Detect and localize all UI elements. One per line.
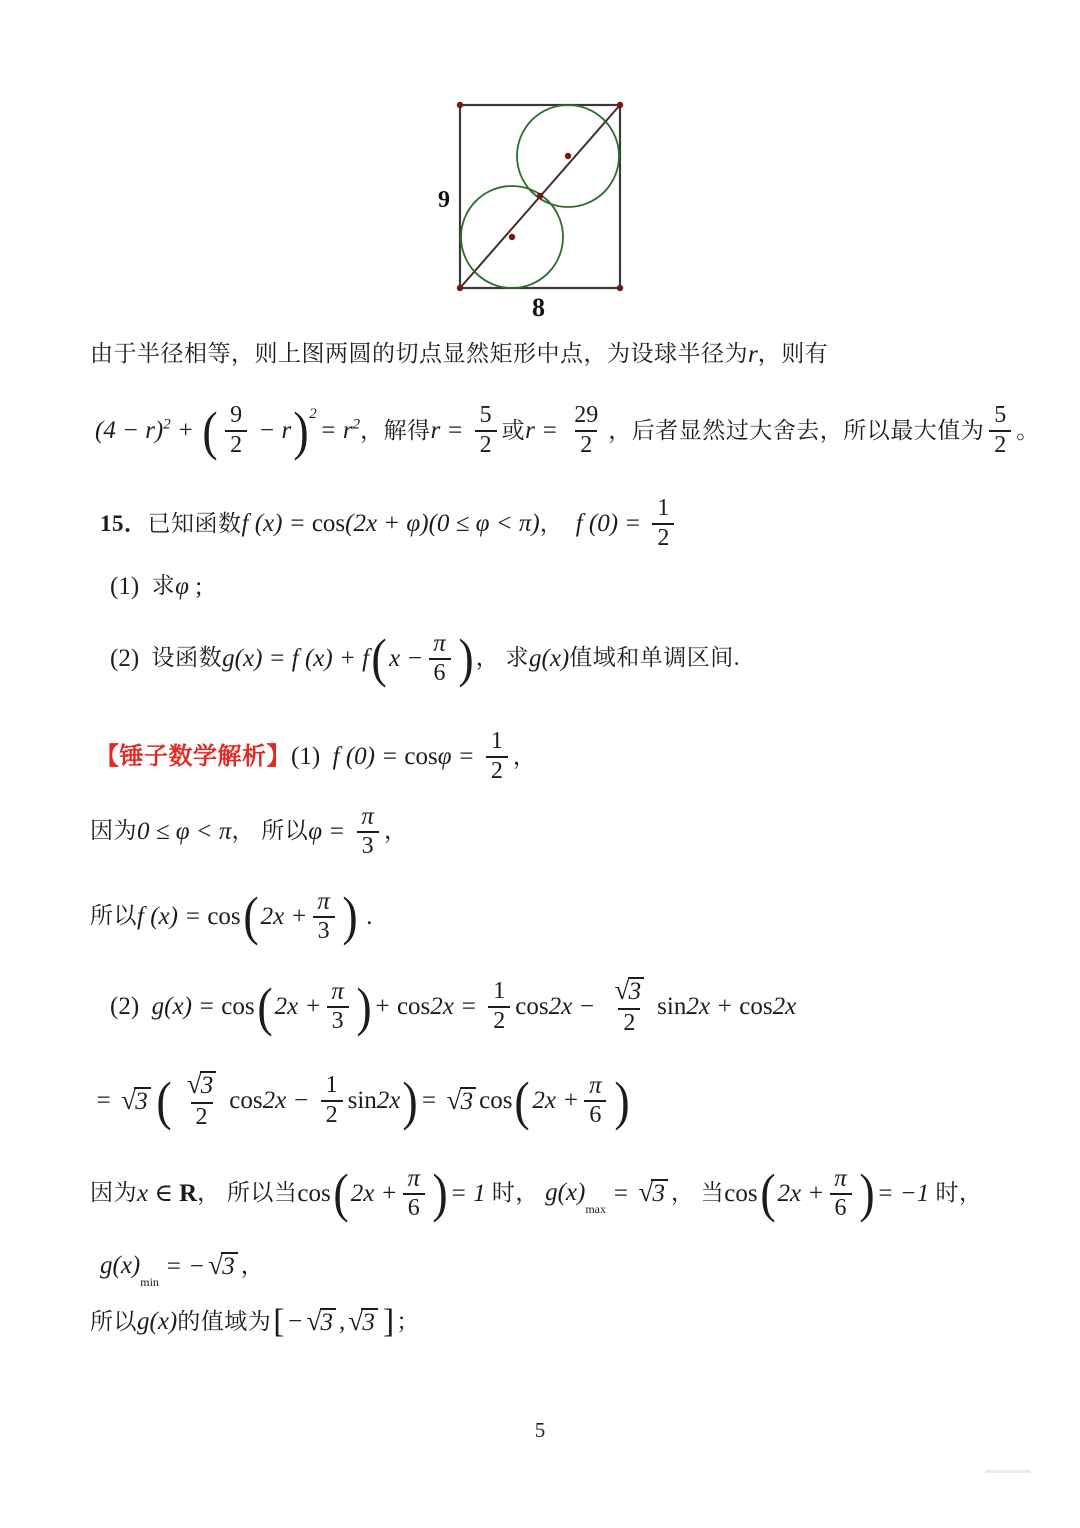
- cos-function: cos: [479, 1087, 513, 1115]
- punct: ，: [670, 1180, 701, 1206]
- punct: ，: [512, 743, 537, 769]
- text-run: 后者显然过大舍去，所以最大值为: [631, 417, 985, 443]
- bracket-right: ]: [382, 1303, 395, 1340]
- text-run: 所以当: [226, 1180, 298, 1206]
- math-run: =: [420, 1087, 444, 1115]
- math-run: x ∈: [137, 1179, 180, 1207]
- solution-brand-label: 【锤子数学解析】: [95, 743, 291, 770]
- math-run: 2x +: [274, 993, 322, 1021]
- math-run: − r: [252, 417, 292, 445]
- punct: ，: [240, 1253, 265, 1279]
- text-run: ，: [539, 510, 576, 536]
- bottom-length-label: 8: [532, 293, 545, 320]
- sqrt-radical: √ 3: [121, 1087, 151, 1115]
- text-run: 所以: [261, 818, 309, 844]
- big-paren-left: (: [514, 1070, 531, 1131]
- text-run: ，则有: [757, 341, 829, 367]
- math-run: 2x +: [532, 1087, 580, 1115]
- math-run: f (x) =: [241, 510, 312, 538]
- big-paren-left: (: [759, 1163, 776, 1224]
- text-run: 值域和单调区间.: [569, 645, 740, 671]
- math-run: = −: [158, 1252, 206, 1280]
- fraction: √ $\frac{3}{2}$: [179, 1071, 225, 1131]
- fraction: $\frac{\pi}{3}$: [326, 978, 349, 1035]
- paragraph-radius: [90, 339, 828, 370]
- math-run: 2x =: [430, 993, 484, 1021]
- cos-function: cos: [311, 510, 346, 538]
- fraction: $\frac{\pi}{6}$: [829, 1165, 852, 1222]
- cos-function: cos: [739, 993, 773, 1021]
- big-paren-right: ): [356, 976, 372, 1037]
- bracket-left: [: [273, 1303, 285, 1340]
- text-run: ，: [608, 417, 632, 443]
- fraction: $\frac{\pi}{6}$: [584, 1072, 607, 1129]
- fraction: $\frac{5}{2}$: [475, 403, 497, 459]
- big-paren-right: ): [859, 1163, 875, 1224]
- solution-line-fx: [90, 888, 372, 945]
- solution-line-gx-simplify: [95, 1071, 632, 1131]
- sqrt-radical: √ 3: [187, 1071, 217, 1099]
- fraction: $\frac{1}{2}$: [488, 979, 510, 1035]
- fraction: $\frac{\pi}{6}$: [428, 630, 451, 687]
- math-run: 0 ≤ φ < π: [137, 817, 232, 845]
- text-run: 因为: [90, 818, 137, 844]
- math-run: g(x): [529, 644, 570, 672]
- fraction: $\frac{1}{2}$: [486, 729, 508, 785]
- geometry-figure: [430, 88, 650, 320]
- side-length-label: 9: [438, 187, 450, 213]
- text-run: 求: [151, 573, 176, 599]
- item-marker: (1): [291, 743, 333, 771]
- math-run: +: [373, 993, 397, 1021]
- punct: ，: [197, 1180, 227, 1206]
- math-var: φ: [175, 573, 189, 600]
- big-paren-left: (: [333, 1163, 349, 1224]
- text-run: 或: [501, 417, 526, 443]
- solution-line-range: [90, 1305, 420, 1339]
- big-paren-right: ): [293, 400, 309, 461]
- cos-function: cos: [404, 743, 438, 771]
- sqrt-radical: √ 3: [615, 977, 645, 1005]
- math-run: f (x) =: [137, 902, 208, 930]
- math-run: g(x) = f (x) + f: [222, 644, 370, 672]
- math-run: $g(x)_{min}$: [100, 1252, 159, 1289]
- big-paren-right: ): [432, 1163, 448, 1224]
- math-run: $g(x)_{max}$: [545, 1178, 607, 1216]
- math-run: =: [457, 743, 481, 771]
- solution-line-extrema: [90, 1165, 983, 1222]
- math-run: x −: [389, 644, 424, 672]
- sqrt-radical: √ 3: [208, 1252, 238, 1280]
- big-paren-right: ): [458, 628, 474, 689]
- big-paren-left: (: [202, 400, 218, 461]
- math-run: = $r^2$: [319, 416, 361, 445]
- punct: ;: [189, 573, 203, 600]
- big-paren-left: (: [156, 1070, 172, 1131]
- exponent: 2: [309, 406, 317, 422]
- punct: ，: [231, 818, 262, 844]
- fraction: $\frac{9}{2}$: [225, 403, 247, 459]
- punct: ,: [339, 1308, 346, 1336]
- math-var: r: [748, 341, 758, 368]
- math-run: $(4 - r)^2$: [95, 416, 171, 445]
- problem-number: 15．: [100, 510, 148, 536]
- math-run: 2x +: [260, 902, 308, 930]
- math-run: 2x +: [777, 1179, 825, 1207]
- text-run: 因为: [90, 1180, 137, 1206]
- solution-line-phi: [90, 803, 407, 860]
- math-run: =: [606, 1179, 636, 1207]
- big-paren-right: ): [614, 1070, 630, 1131]
- fraction: $\frac{1}{2}$: [652, 496, 674, 552]
- math-run: r =: [525, 417, 565, 445]
- solution-header-line: [95, 729, 536, 785]
- solution-line-gx-expand: [110, 977, 796, 1037]
- big-paren-left: (: [371, 628, 387, 689]
- text-run: 由于半径相等，则上图两圆的切点显然矩形中点，为设球半径为: [90, 341, 748, 367]
- punct: ，: [383, 818, 408, 844]
- item-marker: (2): [110, 993, 152, 1021]
- math-run: +: [170, 417, 201, 445]
- cos-function: cos: [207, 902, 241, 930]
- math-run: 2x +: [686, 993, 740, 1021]
- question-item-1: [110, 571, 202, 602]
- text-run: 解得: [383, 417, 431, 443]
- reals-symbol: R: [179, 1179, 198, 1207]
- question-item-2: [110, 630, 740, 687]
- page-number: 5: [534, 1418, 546, 1442]
- watermark-dash: [985, 1470, 1031, 1473]
- text-run: 时，: [935, 1180, 983, 1206]
- punct: .: [359, 902, 373, 930]
- math-run: −: [286, 1308, 304, 1336]
- math-run: φ =: [308, 817, 352, 845]
- equation-radius: [95, 400, 1040, 461]
- item-marker: (1): [110, 573, 152, 600]
- fraction: $\frac{\pi}{3}$: [312, 888, 335, 945]
- math-run: 2x −: [548, 993, 602, 1021]
- text-run: ，: [360, 417, 384, 443]
- text-run: 已知函数: [147, 510, 242, 536]
- math-run: 2x +: [350, 1179, 398, 1207]
- math-run: g(x) =: [151, 993, 222, 1021]
- cos-function: cos: [229, 1087, 263, 1115]
- cos-function: cos: [297, 1179, 331, 1207]
- big-paren-right: ): [342, 886, 358, 947]
- sqrt-radical: √ 3: [348, 1308, 378, 1336]
- text-run: 时，: [491, 1180, 546, 1206]
- math-var: φ: [437, 743, 458, 771]
- item-marker: (2): [110, 644, 152, 672]
- big-paren-left: (: [256, 976, 273, 1037]
- math-run: r =: [430, 417, 470, 445]
- text-run: 所以: [90, 1308, 137, 1334]
- big-paren-right: ): [402, 1070, 419, 1131]
- sqrt-radical: √ 3: [447, 1087, 477, 1115]
- fraction: $\frac{5}{2}$: [989, 403, 1011, 459]
- text-run: 求: [505, 645, 529, 671]
- sqrt-radical: √ 3: [638, 1179, 668, 1207]
- text-run: 。: [1016, 417, 1040, 443]
- text-run: ，: [475, 645, 506, 671]
- big-paren-left: (: [242, 886, 259, 947]
- solution-line-min: [100, 1250, 265, 1289]
- math-run: g(x): [137, 1308, 178, 1336]
- cos-function: cos: [515, 993, 549, 1021]
- cos-function: cos: [724, 1179, 758, 1207]
- math-run: 2x −: [262, 1087, 316, 1115]
- text-run: 所以: [90, 903, 137, 929]
- sin-function: sin: [657, 993, 687, 1021]
- math-run: = 1: [449, 1179, 492, 1207]
- punct: ；: [396, 1308, 420, 1334]
- math-run: = −1: [876, 1179, 936, 1207]
- math-run: =: [95, 1087, 119, 1115]
- fraction: $\frac{1}{2}$: [321, 1073, 343, 1129]
- math-run: (2x + φ)(0 ≤ φ < π): [345, 510, 540, 538]
- text-run: 的值域为: [177, 1308, 272, 1334]
- fraction: √ $\frac{3}{2}$: [607, 977, 653, 1037]
- fraction: $\frac{29}{2}$: [574, 402, 599, 458]
- math-run: 2x: [772, 993, 797, 1021]
- sqrt-radical: √ 3: [306, 1308, 336, 1336]
- fraction: $\frac{\pi}{3}$: [356, 803, 379, 860]
- problem-15-statement: [100, 496, 679, 552]
- text-run: 设函数: [151, 645, 223, 671]
- fraction: $\frac{\pi}{6}$: [402, 1165, 425, 1222]
- math-run: 2x: [376, 1087, 401, 1115]
- text-run: 当: [700, 1180, 725, 1206]
- math-run: f (0) =: [332, 743, 405, 771]
- cos-function: cos: [221, 993, 255, 1021]
- cos-function: cos: [396, 993, 431, 1021]
- math-run: f (0) =: [575, 510, 648, 538]
- sin-function: sin: [347, 1087, 377, 1115]
